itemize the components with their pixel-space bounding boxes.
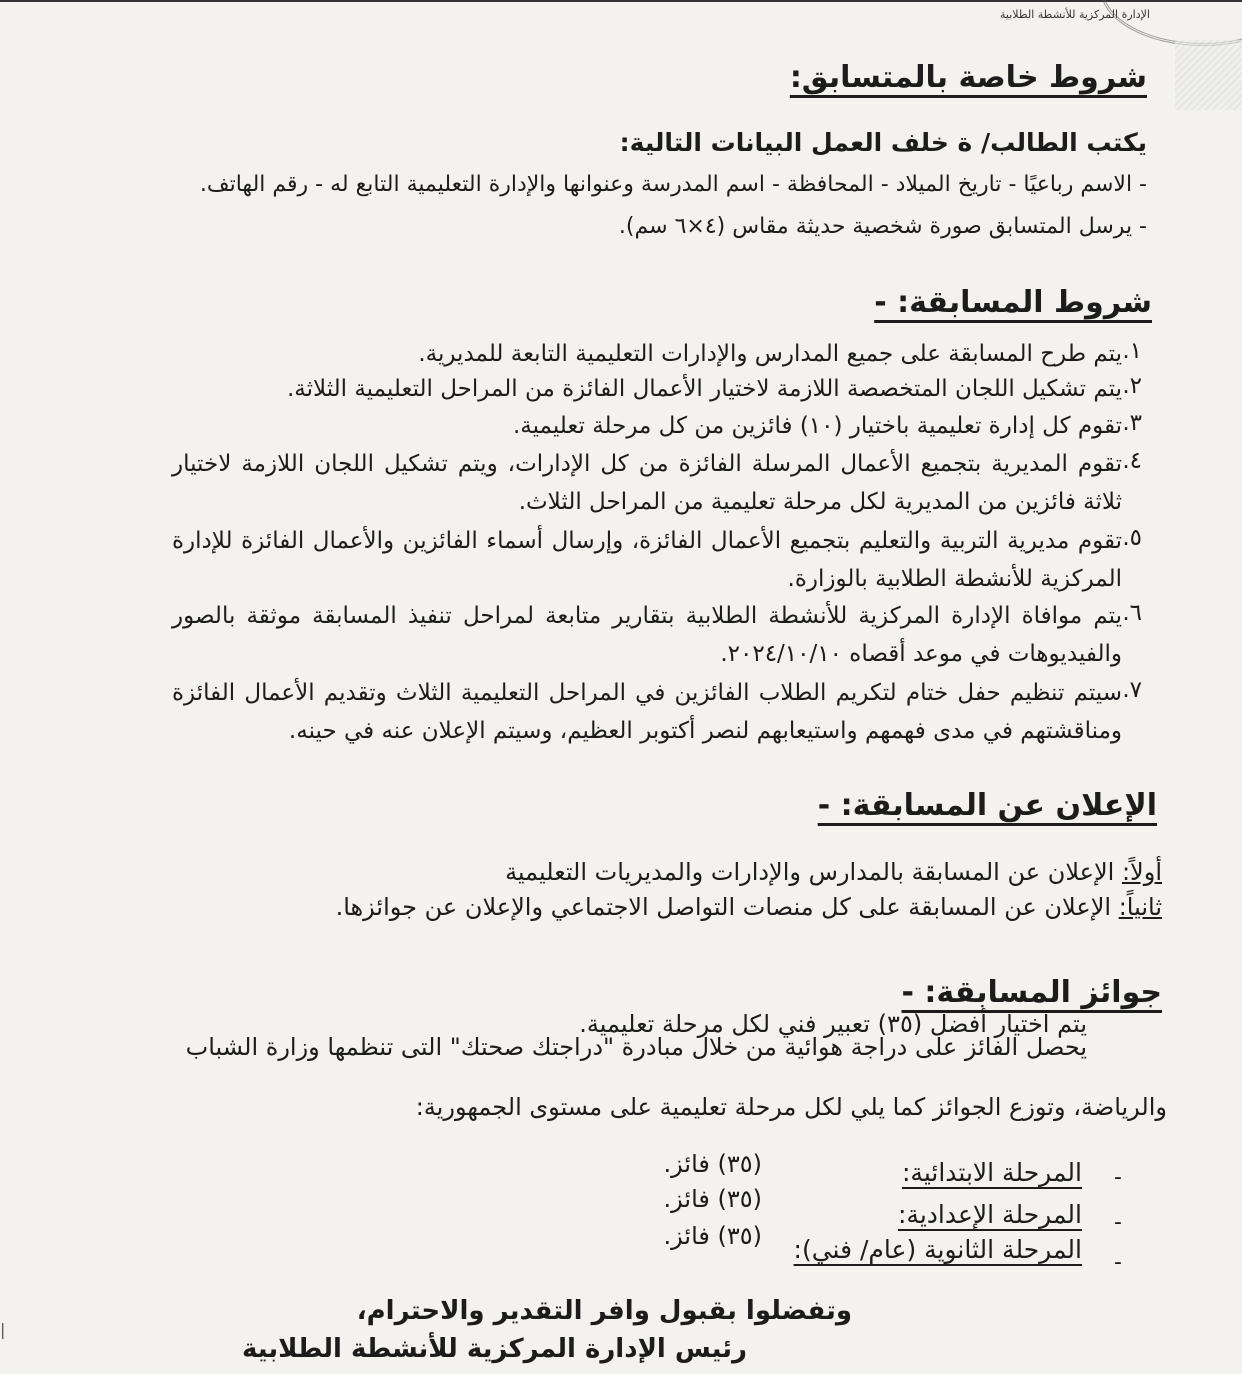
item-number: ٣.: [1122, 410, 1142, 436]
prizes-line-3: والرياضة، وتوزع الجوائز كما يلي لكل مرحلة تعليمية على مستوى الجمهورية:: [415, 1093, 1167, 1121]
top-border: [0, 0, 1242, 2]
corner-texture: [1175, 40, 1242, 110]
signature-title: رئيس الإدارة المركزية للأنشطة الطلابية: [242, 1334, 747, 1364]
stage-secondary-count: (٣٥) فائز.: [663, 1222, 762, 1250]
condition-item: يتم تشكيل اللجان المتخصصة اللازمة لاختيار الأعمال الفائزة من المراحل التعليمية الثلاثة.: [286, 376, 1122, 402]
announcement-first-text: الإعلان عن المسابقة بالمدارس والإدارات والمديريات التعليمية: [505, 858, 1115, 886]
condition-item: تقوم مديرية التربية والتعليم بتجميع الأعمال الفائزة، وإرسال أسماء الفائزين والأعمال الفائزة للإدارة المركزية للأنشطة الطلابية بالوزارة.: [172, 528, 1122, 592]
closing-line: وتفضلوا بقبول وافر التقدير والاحترام،: [356, 1296, 852, 1326]
item-number: ٥.: [1122, 525, 1142, 551]
condition-item: يتم طرح المسابقة على جميع المدارس والإدارات التعليمية التابعة للمديرية.: [418, 341, 1122, 367]
announcement-second: [336, 893, 1162, 921]
announcement-first: [505, 858, 1162, 886]
stage-secondary: المرحلة الثانوية (عام/ فني):: [793, 1235, 1082, 1264]
section-title-prizes: جوائز المسابقة: -: [901, 975, 1162, 1010]
condition-item: تقوم كل إدارة تعليمية باختيار (١٠) فائزين من كل مرحلة تعليمية.: [512, 413, 1122, 439]
condition-item: يتم موافاة الإدارة المركزية للأنشطة الطلابية بتقارير متابعة لمراحل تنفيذ المسابقة موثقة بالصور والفيديوهات في موعد أقصاه ٢٠٢٤/١٠/١٠.: [172, 603, 1122, 667]
stage-dash: -: [1114, 1165, 1122, 1190]
prizes-line-1: يتم اختيار أفضل (٣٥) تعبير فني لكل مرحلة تعليمية.: [579, 1010, 1087, 1038]
stage-preparatory: المرحلة الإعدادية:: [898, 1200, 1082, 1229]
announcement-second-text: الإعلان عن المسابقة على كل منصات التواصل الاجتماعي والإعلان عن جوائزها.: [335, 893, 1112, 921]
contestant-intro: يكتب الطالب/ ة خلف العمل البيانات التالية:: [619, 128, 1147, 157]
announcement-first-label: أولاً:: [1121, 858, 1162, 886]
margin-mark: |: [0, 1320, 6, 1339]
stage-primary-count: (٣٥) فائز.: [663, 1150, 762, 1178]
condition-item: تقوم المديرية بتجميع الأعمال المرسلة الفائزة من كل الإدارات، ويتم تشكيل اللجان اللازمة لاختيار ثلاثة فائزين من المديرية لكل مرحلة تعليمية من المراحل الثلاث.: [172, 451, 1122, 515]
section-title-announcement: الإعلان عن المسابقة: -: [817, 788, 1157, 823]
item-number: ٤.: [1122, 448, 1142, 474]
header-org: الإدارة المركزية للأنشطة الطلابية: [1000, 8, 1150, 21]
contestant-line-2: - يرسل المتسابق صورة شخصية حديثة مقاس (٤×٦ سم).: [618, 214, 1147, 239]
stage-primary: المرحلة الابتدائية:: [902, 1158, 1082, 1187]
item-number: ١.: [1122, 338, 1142, 364]
contestant-line-1: - الاسم رباعيًا - تاريخ الميلاد - المحافظة - اسم المدرسة وعنوانها والإدارة التعليمية التابع له - رقم الهاتف.: [199, 172, 1147, 197]
stage-dash: -: [1114, 1210, 1122, 1235]
section-title-conditions: شروط المسابقة: -: [874, 285, 1152, 320]
prizes-line-2: يحصل الفائز على دراجة هوائية من خلال مبادرة "دراجتك صحتك" التى تنظمها وزارة الشباب: [185, 1033, 1087, 1061]
section-title-contestant: شروط خاصة بالمتسابق:: [789, 60, 1147, 95]
stage-preparatory-count: (٣٥) فائز.: [663, 1185, 762, 1213]
stage-dash: -: [1114, 1250, 1122, 1275]
condition-item: سيتم تنظيم حفل ختام لتكريم الطلاب الفائزين في المراحل التعليمية الثلاث وتقديم الأعمال الفائزة ومناقشتهم في مدى فهمهم واستيعابهم لنصر أكتوبر العظيم، وسيتم الإعلان عنه في حينه.: [172, 680, 1122, 744]
item-number: ٦.: [1122, 600, 1142, 626]
announcement-second-label: ثانياً:: [1118, 893, 1162, 921]
item-number: ٧.: [1122, 677, 1142, 703]
item-number: ٢.: [1122, 373, 1142, 399]
